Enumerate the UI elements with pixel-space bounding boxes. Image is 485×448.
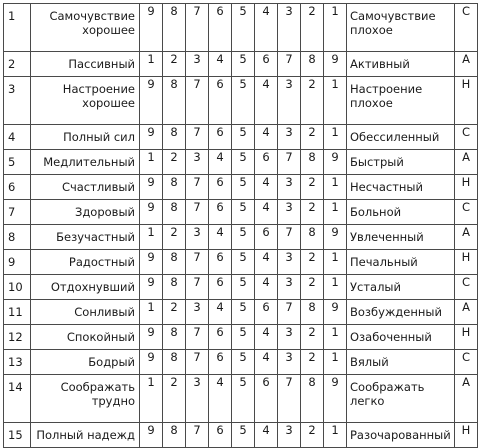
- right-descriptor: Самочувствие плохое: [347, 4, 455, 52]
- table-row: [4, 325, 478, 350]
- score-cell[interactable]: 7: [186, 200, 209, 225]
- score-cell[interactable]: 5: [232, 325, 255, 350]
- table-row: [4, 175, 478, 200]
- score-cell[interactable]: 9: [140, 77, 163, 125]
- row-number: 3: [4, 77, 31, 125]
- score-cell[interactable]: 3: [278, 200, 301, 225]
- score-cell[interactable]: 8: [163, 250, 186, 275]
- score-cell[interactable]: 9: [324, 375, 347, 423]
- score-cell[interactable]: 7: [186, 275, 209, 300]
- right-descriptor: Активный: [347, 52, 455, 77]
- score-cell[interactable]: 8: [163, 77, 186, 125]
- score-cell[interactable]: 6: [255, 375, 278, 423]
- row-number: 10: [4, 275, 31, 300]
- score-cell[interactable]: 2: [163, 375, 186, 423]
- right-descriptor: Настроение плохое: [347, 77, 455, 125]
- questionnaire-table: [3, 3, 478, 448]
- left-descriptor: Самочувствие хорошее: [31, 4, 140, 52]
- score-cell[interactable]: 6: [209, 275, 232, 300]
- table-row: [4, 200, 478, 225]
- score-cell[interactable]: 4: [255, 175, 278, 200]
- score-cell[interactable]: 1: [324, 125, 347, 150]
- score-cell[interactable]: 4: [255, 275, 278, 300]
- score-cell[interactable]: 2: [301, 423, 324, 448]
- score-cell[interactable]: 1: [324, 200, 347, 225]
- score-cell[interactable]: 3: [186, 225, 209, 250]
- left-descriptor: Сонливый: [31, 300, 140, 325]
- table-row: [4, 350, 478, 375]
- left-descriptor: Бодрый: [31, 350, 140, 375]
- scale-letter: А: [455, 300, 478, 325]
- score-cell[interactable]: 3: [278, 350, 301, 375]
- table-row: [4, 423, 478, 448]
- score-cell[interactable]: 8: [163, 175, 186, 200]
- scale-letter: С: [455, 350, 478, 375]
- score-cell[interactable]: 3: [186, 150, 209, 175]
- score-cell[interactable]: 5: [232, 52, 255, 77]
- score-cell[interactable]: 2: [301, 77, 324, 125]
- score-cell[interactable]: 9: [324, 300, 347, 325]
- scale-letter: С: [455, 125, 478, 150]
- score-cell[interactable]: 5: [232, 350, 255, 375]
- score-cell[interactable]: 5: [232, 275, 255, 300]
- row-number: 1: [4, 4, 31, 52]
- score-cell[interactable]: 9: [140, 325, 163, 350]
- row-number: 6: [4, 175, 31, 200]
- score-cell[interactable]: 1: [324, 275, 347, 300]
- score-cell[interactable]: 7: [186, 350, 209, 375]
- table-row: [4, 4, 478, 52]
- score-cell[interactable]: 4: [209, 225, 232, 250]
- score-cell[interactable]: 5: [232, 4, 255, 52]
- row-number: 8: [4, 225, 31, 250]
- right-descriptor: Усталый: [347, 275, 455, 300]
- score-cell[interactable]: 5: [232, 300, 255, 325]
- left-descriptor: Полный надежд: [31, 423, 140, 448]
- score-cell[interactable]: 9: [140, 125, 163, 150]
- score-cell[interactable]: 8: [163, 325, 186, 350]
- row-number: 5: [4, 150, 31, 175]
- score-cell[interactable]: 7: [278, 52, 301, 77]
- score-cell[interactable]: 3: [186, 52, 209, 77]
- left-descriptor: Радостный: [31, 250, 140, 275]
- score-cell[interactable]: 8: [163, 423, 186, 448]
- score-cell[interactable]: 6: [209, 125, 232, 150]
- score-cell[interactable]: 6: [209, 423, 232, 448]
- score-cell[interactable]: 6: [255, 300, 278, 325]
- left-descriptor: Спокойный: [31, 325, 140, 350]
- score-cell[interactable]: 6: [209, 4, 232, 52]
- score-cell[interactable]: 1: [140, 300, 163, 325]
- score-cell[interactable]: 3: [278, 325, 301, 350]
- score-cell[interactable]: 3: [278, 175, 301, 200]
- score-cell[interactable]: 1: [324, 77, 347, 125]
- score-cell[interactable]: 5: [232, 423, 255, 448]
- score-cell[interactable]: 1: [324, 4, 347, 52]
- row-number: 7: [4, 200, 31, 225]
- right-descriptor: Печальный: [347, 250, 455, 275]
- score-cell[interactable]: 4: [209, 150, 232, 175]
- scale-letter: А: [455, 225, 478, 250]
- scale-letter: С: [455, 4, 478, 52]
- score-cell[interactable]: 4: [209, 375, 232, 423]
- score-cell[interactable]: 9: [324, 150, 347, 175]
- score-cell[interactable]: 9: [140, 4, 163, 52]
- table-row: [4, 250, 478, 275]
- score-cell[interactable]: 6: [209, 250, 232, 275]
- score-cell[interactable]: 5: [232, 225, 255, 250]
- score-cell[interactable]: 7: [186, 125, 209, 150]
- right-descriptor: Вялый: [347, 350, 455, 375]
- score-cell[interactable]: 7: [278, 300, 301, 325]
- score-cell[interactable]: 4: [255, 325, 278, 350]
- score-cell[interactable]: 9: [140, 350, 163, 375]
- right-descriptor: Быстрый: [347, 150, 455, 175]
- right-descriptor: Возбужденный: [347, 300, 455, 325]
- score-cell[interactable]: 7: [278, 375, 301, 423]
- scale-letter: А: [455, 52, 478, 77]
- row-number: 11: [4, 300, 31, 325]
- score-cell[interactable]: 7: [186, 423, 209, 448]
- left-descriptor: Пассивный: [31, 52, 140, 77]
- score-cell[interactable]: 1: [324, 325, 347, 350]
- scale-letter: А: [455, 150, 478, 175]
- score-cell[interactable]: 2: [301, 200, 324, 225]
- right-descriptor: Больной: [347, 200, 455, 225]
- score-cell[interactable]: 7: [186, 4, 209, 52]
- row-number: 2: [4, 52, 31, 77]
- score-cell[interactable]: 9: [140, 423, 163, 448]
- score-cell[interactable]: 6: [209, 175, 232, 200]
- score-cell[interactable]: 9: [140, 200, 163, 225]
- score-cell[interactable]: 3: [278, 125, 301, 150]
- score-cell[interactable]: 4: [255, 350, 278, 375]
- score-cell[interactable]: 1: [140, 375, 163, 423]
- right-descriptor: Озабоченный: [347, 325, 455, 350]
- table-row: [4, 300, 478, 325]
- scale-letter: Н: [455, 423, 478, 448]
- score-cell[interactable]: 5: [232, 375, 255, 423]
- score-cell[interactable]: 6: [209, 325, 232, 350]
- left-descriptor: Безучастный: [31, 225, 140, 250]
- row-number: 9: [4, 250, 31, 275]
- score-cell[interactable]: 2: [163, 225, 186, 250]
- score-cell[interactable]: 3: [278, 275, 301, 300]
- left-descriptor: Отдохнувший: [31, 275, 140, 300]
- score-cell[interactable]: 8: [163, 200, 186, 225]
- score-cell[interactable]: 7: [186, 250, 209, 275]
- row-number: 12: [4, 325, 31, 350]
- right-descriptor: Разочарованный: [347, 423, 455, 448]
- score-cell[interactable]: 5: [232, 250, 255, 275]
- score-cell[interactable]: 2: [301, 350, 324, 375]
- score-cell[interactable]: 7: [278, 225, 301, 250]
- score-cell[interactable]: 1: [324, 350, 347, 375]
- left-descriptor: Соображать трудно: [31, 375, 140, 423]
- score-cell[interactable]: 8: [163, 4, 186, 52]
- right-descriptor: Несчастный: [347, 175, 455, 200]
- score-cell[interactable]: 8: [301, 375, 324, 423]
- score-cell[interactable]: 3: [278, 423, 301, 448]
- left-descriptor: Настроение хорошее: [31, 77, 140, 125]
- score-cell[interactable]: 8: [163, 125, 186, 150]
- score-cell[interactable]: 5: [232, 125, 255, 150]
- score-cell[interactable]: 4: [255, 250, 278, 275]
- score-cell[interactable]: 7: [278, 150, 301, 175]
- score-cell[interactable]: 9: [140, 275, 163, 300]
- score-cell[interactable]: 6: [209, 350, 232, 375]
- score-cell[interactable]: 6: [255, 150, 278, 175]
- san-questionnaire: [3, 3, 478, 448]
- scale-letter: С: [455, 275, 478, 300]
- score-cell[interactable]: 6: [255, 225, 278, 250]
- scale-letter: А: [455, 375, 478, 423]
- score-cell[interactable]: 8: [163, 275, 186, 300]
- score-cell[interactable]: 8: [301, 300, 324, 325]
- right-descriptor: Увлеченный: [347, 225, 455, 250]
- score-cell[interactable]: 4: [255, 200, 278, 225]
- score-cell[interactable]: 4: [255, 4, 278, 52]
- score-cell[interactable]: 2: [301, 275, 324, 300]
- score-cell[interactable]: 4: [209, 52, 232, 77]
- score-cell[interactable]: 8: [301, 52, 324, 77]
- score-cell[interactable]: 9: [324, 225, 347, 250]
- score-cell[interactable]: 2: [301, 4, 324, 52]
- left-descriptor: Здоровый: [31, 200, 140, 225]
- score-cell[interactable]: 2: [163, 52, 186, 77]
- score-cell[interactable]: 6: [209, 200, 232, 225]
- scale-letter: Н: [455, 175, 478, 200]
- score-cell[interactable]: 4: [255, 125, 278, 150]
- score-cell[interactable]: 9: [140, 250, 163, 275]
- score-cell[interactable]: 2: [301, 250, 324, 275]
- table-row: [4, 125, 478, 150]
- row-number: 13: [4, 350, 31, 375]
- table-row: [4, 52, 478, 77]
- scale-letter: Н: [455, 77, 478, 125]
- score-cell[interactable]: 1: [140, 52, 163, 77]
- score-cell[interactable]: 7: [186, 77, 209, 125]
- score-cell[interactable]: 7: [186, 325, 209, 350]
- score-cell[interactable]: 3: [278, 250, 301, 275]
- scale-letter: Н: [455, 325, 478, 350]
- table-row: [4, 225, 478, 250]
- score-cell[interactable]: 3: [186, 375, 209, 423]
- table-row: [4, 77, 478, 125]
- score-cell[interactable]: 3: [278, 4, 301, 52]
- score-cell[interactable]: 9: [140, 175, 163, 200]
- score-cell[interactable]: 1: [324, 175, 347, 200]
- score-cell[interactable]: 5: [232, 77, 255, 125]
- score-cell[interactable]: 2: [301, 325, 324, 350]
- score-cell[interactable]: 3: [278, 77, 301, 125]
- table-row: [4, 275, 478, 300]
- score-cell[interactable]: 8: [163, 350, 186, 375]
- right-descriptor: Обессиленный: [347, 125, 455, 150]
- score-cell[interactable]: 1: [140, 225, 163, 250]
- left-descriptor: Медлительный: [31, 150, 140, 175]
- left-descriptor: Полный сил: [31, 125, 140, 150]
- score-cell[interactable]: 3: [186, 300, 209, 325]
- row-number: 14: [4, 375, 31, 423]
- score-cell[interactable]: 5: [232, 150, 255, 175]
- score-cell[interactable]: 8: [301, 225, 324, 250]
- table-row: [4, 150, 478, 175]
- table-row: [4, 375, 478, 423]
- left-descriptor: Счастливый: [31, 175, 140, 200]
- score-cell[interactable]: 4: [209, 300, 232, 325]
- score-cell[interactable]: 2: [301, 175, 324, 200]
- score-cell[interactable]: 1: [324, 250, 347, 275]
- score-cell[interactable]: 6: [255, 52, 278, 77]
- score-cell[interactable]: 4: [255, 77, 278, 125]
- score-cell[interactable]: 2: [163, 300, 186, 325]
- row-number: 4: [4, 125, 31, 150]
- score-cell[interactable]: 6: [209, 77, 232, 125]
- score-cell[interactable]: 5: [232, 200, 255, 225]
- score-cell[interactable]: 1: [324, 423, 347, 448]
- score-cell[interactable]: 2: [301, 125, 324, 150]
- score-cell[interactable]: 2: [163, 150, 186, 175]
- scale-letter: Н: [455, 250, 478, 275]
- score-cell[interactable]: 5: [232, 175, 255, 200]
- score-cell[interactable]: 7: [186, 175, 209, 200]
- score-cell[interactable]: 8: [301, 150, 324, 175]
- score-cell[interactable]: 1: [140, 150, 163, 175]
- right-descriptor: Соображать легко: [347, 375, 455, 423]
- row-number: 15: [4, 423, 31, 448]
- scale-letter: С: [455, 200, 478, 225]
- score-cell[interactable]: 4: [255, 423, 278, 448]
- score-cell[interactable]: 9: [324, 52, 347, 77]
